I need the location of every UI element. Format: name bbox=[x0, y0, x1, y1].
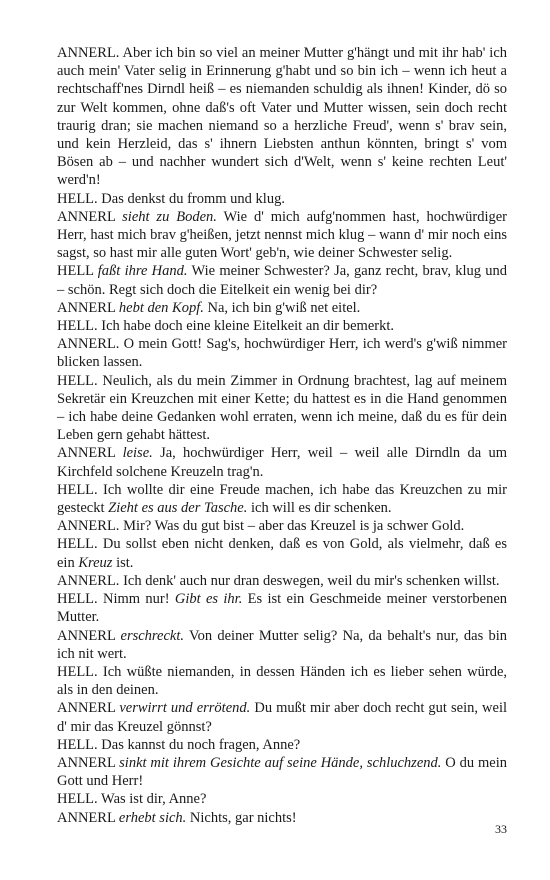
speaker-name: ANNERL bbox=[57, 299, 116, 316]
speaker-name: HELL. bbox=[57, 791, 98, 808]
dialogue-line bbox=[57, 535, 507, 571]
speaker-name: ANNERL. bbox=[57, 336, 120, 353]
stage-direction: erschreckt. bbox=[120, 627, 184, 644]
spoken-text: Aber ich bin so viel an meiner Mutter g'hängt und mit ihr hab' ich auch mein' Vater selig in Erinnerung g'habt und so bin ich – wenn ich heut a rechtschaff'nes Dirndl heiß – es niemanden schuldig als ihnen! Kinder, dö so zur Welt kommen, ohne daß's oft Vater und Mutter wissen, sein doch recht traurig dran; sie machen niemand so a herzliche Freud', wenn s' brav sein, und kein Herzleid, das s' ihnern Liebsten anthun könnten, bringt s' vom Bösen ab – und nachher wundert sich d'Welt, wenn s' keine rechten Leut' werd'n! bbox=[57, 45, 508, 189]
stage-direction: verwirrt und errötend. bbox=[119, 700, 251, 717]
dialogue-line bbox=[57, 627, 507, 663]
dialogue-line bbox=[57, 517, 507, 535]
spoken-text: Das denkst du fromm und klug. bbox=[101, 190, 285, 207]
speaker-name: ANNERL bbox=[57, 208, 116, 225]
dialogue-line bbox=[57, 208, 507, 263]
spoken-text: Wie meiner Schwester? Ja, ganz recht, brav, klug und – schön. Regt sich doch die Eitelkeit ein wenig bei dir? bbox=[57, 263, 508, 298]
stage-direction: sieht zu Boden. bbox=[122, 208, 217, 225]
spoken-text: Von deiner Mutter selig? Na, da behalt's nur, das bin ich nit wert. bbox=[57, 627, 507, 662]
speaker-name: ANNERL. bbox=[57, 45, 120, 61]
stage-direction: Gibt es ihr. bbox=[174, 591, 243, 608]
page-number: 33 bbox=[495, 822, 507, 836]
speaker-name: HELL. bbox=[57, 318, 98, 335]
dialogue-line bbox=[57, 699, 507, 735]
speaker-name: HELL. bbox=[57, 663, 98, 680]
spoken-text: Ich wüßte niemanden, in dessen Händen ich es lieber sehen würde, als in den deinen. bbox=[57, 663, 508, 699]
speaker-name: ANNERL bbox=[57, 627, 116, 644]
speaker-name: HELL. bbox=[57, 591, 98, 608]
spoken-text: Du sollst eben nicht denken, daß es von Gold, als vielmehr, daß es ein bbox=[57, 536, 507, 571]
dialogue-line bbox=[57, 572, 507, 590]
speaker-name: HELL. bbox=[57, 190, 98, 207]
speaker-name: HELL. bbox=[57, 536, 98, 553]
dialogue-line bbox=[57, 444, 507, 480]
speaker-name: HELL bbox=[57, 263, 94, 280]
spoken-text: Du mußt mir aber doch recht gut sein, weil d' mir das Kreuzel gönnst? bbox=[57, 700, 508, 735]
spoken-text: O du mein Gott und Herr! bbox=[57, 754, 507, 790]
dialogue-line bbox=[57, 44, 507, 190]
dialogue-line bbox=[57, 663, 507, 699]
dialogue-line bbox=[57, 790, 507, 808]
emphasis: Kreuz bbox=[78, 554, 113, 571]
speaker-name: HELL. bbox=[57, 372, 98, 389]
dialogue-line bbox=[57, 262, 507, 298]
dialogue-line bbox=[57, 317, 507, 335]
dialogue-line bbox=[57, 190, 507, 208]
dialogue-text bbox=[57, 44, 507, 827]
spoken-text: Wie d' mich aufg'nommen hast, hochwürdiger Herr, hast mich brav g'heißen, jetzt nennst mich klug – wann d' mir noch eins sagst, so hast mir alle guten Wort' geb'n, wie deiner Schwester selig. bbox=[57, 208, 507, 262]
speaker-name: ANNERL bbox=[57, 809, 116, 826]
spoken-text: Ich denk' auch nur dran deswegen, weil du mir's schenken willst. bbox=[123, 572, 500, 589]
dialogue-line bbox=[57, 754, 507, 790]
speaker-name: ANNERL bbox=[57, 445, 116, 462]
stage-direction: sinkt mit ihrem Gesichte auf seine Hände, schluchzend. bbox=[119, 754, 442, 771]
dialogue-line bbox=[57, 335, 507, 371]
spoken-text: ich will es dir schenken. bbox=[251, 500, 392, 517]
stage-direction: Zieht es aus der Tasche. bbox=[108, 500, 248, 517]
speaker-name: ANNERL bbox=[57, 700, 116, 717]
stage-direction: leise. bbox=[122, 445, 153, 462]
spoken-text: Es ist ein Geschmeide meiner verstorbenen Mutter. bbox=[57, 591, 508, 626]
spoken-text: O mein Gott! Sag's, hochwürdiger Herr, ich werd's g'wiß nimmer blicken lassen. bbox=[57, 336, 508, 371]
spoken-text: Das kannst du noch fragen, Anne? bbox=[101, 736, 301, 753]
spoken-text: ist. bbox=[116, 554, 134, 571]
spoken-text: Mir? Was du gut bist – aber das Kreuzel is ja schwer Gold. bbox=[123, 518, 465, 535]
speaker-name: ANNERL. bbox=[57, 518, 120, 535]
stage-direction: hebt den Kopf. bbox=[118, 299, 204, 316]
spoken-text: Nichts, gar nichts! bbox=[189, 809, 297, 826]
spoken-text: Ja, hochwürdiger Herr, weil – weil alle Dirndln da um Kirchfeld solchene Kreuzeln trag'n. bbox=[57, 445, 507, 480]
speaker-name: HELL. bbox=[57, 736, 98, 753]
spoken-text: Nimm nur! bbox=[103, 591, 170, 608]
spoken-text: Ich habe doch eine kleine Eitelkeit an dir bemerkt. bbox=[101, 318, 394, 335]
dialogue-line bbox=[57, 590, 507, 626]
speaker-name: ANNERL bbox=[57, 754, 116, 771]
stage-direction: faßt ihre Hand. bbox=[97, 263, 188, 280]
speaker-name: HELL. bbox=[57, 481, 98, 498]
dialogue-line bbox=[57, 481, 507, 517]
dialogue-line bbox=[57, 372, 507, 445]
speaker-name: ANNERL. bbox=[57, 572, 120, 589]
spoken-text: Was ist dir, Anne? bbox=[101, 791, 207, 808]
spoken-text: Ich wollte dir eine Freude machen, ich habe das Kreuzchen zu mir gesteckt bbox=[57, 481, 507, 517]
dialogue-line bbox=[57, 809, 507, 827]
dialogue-line bbox=[57, 736, 507, 754]
dialogue-line bbox=[57, 299, 507, 317]
spoken-text: Neulich, als du mein Zimmer in Ordnung brachtest, lag auf meinem Sekretär ein Kreuzchen mit einer Kette; du hattest es in die Hand genommen – ich habe deine Gedanken wohl erraten, wenn ich meine, daß du es für dein Leben gern gehabt hättest. bbox=[57, 372, 508, 444]
stage-direction: erhebt sich. bbox=[118, 809, 187, 826]
spoken-text: Na, ich bin g'wiß net eitel. bbox=[207, 299, 361, 316]
